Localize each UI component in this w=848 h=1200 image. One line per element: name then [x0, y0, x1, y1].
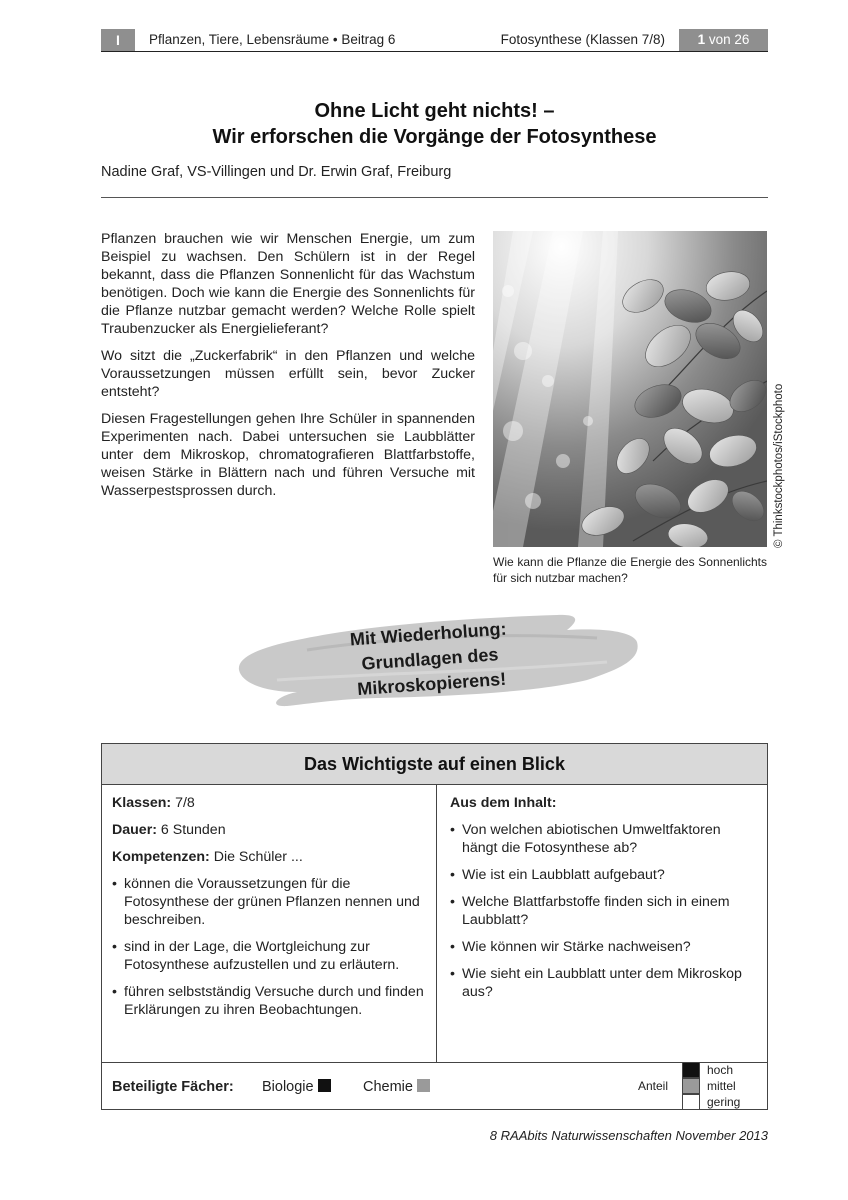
subjects-label: Beteiligte Fächer: [112, 1079, 234, 1095]
page-footer: 8 RAAbits Naturwissenschaften November 2013 [489, 1128, 768, 1143]
legend-swatch-high [682, 1062, 700, 1078]
divider [101, 197, 768, 198]
legend-row-high [682, 1062, 768, 1078]
list-item: • Von welchen abiotischen Umweltfaktoren hängt die Fotosynthese ab? [450, 821, 757, 857]
share-label: Anteil [638, 1079, 669, 1093]
dauer-value: 6 Stunden [156, 822, 226, 838]
list-item: • Wie ist ein Laubblatt aufgebaut? [450, 866, 757, 884]
overview-right-column [437, 785, 767, 1062]
authors: Nadine Graf, VS-Villingen und Dr. Erwin Graf, Freiburg [101, 164, 452, 180]
overview-content [102, 785, 767, 1062]
intro-text [101, 230, 475, 509]
page-indicator [679, 29, 768, 51]
title-line-2: Wir erforschen die Vorgänge der Fotosynthese [212, 126, 657, 148]
list-item: • führen selbstständig Versuche durch und finden Erklärungen zu ihren Beobachtungen. [112, 983, 426, 1019]
klassen-line [112, 794, 426, 812]
photo-credit: © Thinkstockphotos/iStockphoto [773, 383, 785, 548]
subject-chemistry-label: Chemie [363, 1079, 413, 1095]
intro-paragraph-1: Pflanzen brauchen wie wir Menschen Energie, um zum Beispiel zu wachsen. Den Schülern ist in der Regel bekannt, dass die Pflanzen Sonnenlicht für das Wachstum benötigen. Doch wie kann die Energie des Sonnenlichts für die Pflanze nutzbar gemacht werden? Welche Rolle spielt Traubenzucker als Energielieferant? [101, 231, 475, 337]
intro-paragraph-2: Wo sitzt die „Zuckerfabrik“ in den Pflanzen und welche Voraussetzungen müssen erfüllt sein, bevor Zucker entsteht? [101, 348, 475, 400]
legend-label-high: hoch [707, 1063, 734, 1077]
legend-label-low: gering [707, 1095, 741, 1109]
banner-text [318, 614, 543, 704]
kompetenzen-value: Die Schüler ... [209, 849, 303, 865]
subjects-row [102, 1062, 767, 1111]
page-title [101, 98, 768, 150]
klassen-label: Klassen: [112, 795, 172, 811]
share-medium-swatch [417, 1079, 430, 1092]
kompetenzen-label: Kompetenzen: [112, 849, 210, 865]
subject-biology-label: Biologie [262, 1079, 314, 1095]
legend-row-medium [682, 1078, 768, 1094]
inhalt-label: Aus dem Inhalt: [450, 795, 557, 811]
page-total: von 26 [705, 32, 750, 47]
share-high-swatch [318, 1079, 331, 1092]
series-label: Pflanzen, Tiere, Lebensräume • Beitrag 6 [149, 32, 396, 47]
overview-box [101, 743, 768, 1110]
legend-swatch-low [682, 1094, 700, 1110]
list-item: • sind in der Lage, die Wortgleichung zur Fotosynthese aufzustellen und zu erläutern. [112, 938, 426, 974]
list-item: • Wie können wir Stärke nachweisen? [450, 938, 757, 956]
list-item: • können die Voraussetzungen für die Fotosynthese der grünen Pflanzen nennen und beschreiben. [112, 875, 426, 929]
overview-left-column [102, 785, 437, 1062]
dauer-label: Dauer: [112, 822, 157, 838]
overview-heading: Das Wichtigste auf einen Blick [102, 744, 767, 785]
running-header [101, 29, 768, 52]
kompetenzen-list [112, 875, 426, 1019]
subject-biology [262, 1079, 331, 1095]
inhalt-list [450, 821, 757, 1001]
legend-swatch-medium [682, 1078, 700, 1094]
kompetenzen-line [112, 848, 426, 866]
banner-line-2: Grundlagen des [360, 644, 500, 674]
title-line-1: Ohne Licht geht nichts! – [314, 100, 555, 122]
list-item: • Wie sieht ein Laubblatt unter dem Mikroskop aus? [450, 965, 757, 1001]
banner-line-1: Mit Wiederholung: [349, 618, 508, 650]
topic-label: Fotosynthese (Klassen 7/8) [500, 32, 665, 47]
legend-label-medium: mittel [707, 1079, 736, 1093]
subject-chemistry [363, 1079, 430, 1095]
inhalt-line [450, 794, 757, 812]
banner-line-3: Mikroskopierens! [356, 668, 507, 700]
klassen-value: 7/8 [171, 795, 195, 811]
legend-row-low [682, 1094, 768, 1110]
share-legend [682, 1062, 768, 1112]
intro-paragraph-3: Diesen Fragestellungen gehen Ihre Schüler in spannenden Experimenten nach. Dabei untersuchen sie Laubblätter unter dem Mikroskop, chromatografieren Blattfarbstoffe, weisen Stärke in Blättern nach und führen Versuche mit Wasserpestsprossen durch. [101, 411, 475, 499]
page-number: 1 [697, 32, 706, 47]
list-item: • Welche Blattfarbstoffe finden sich in einem Laubblatt? [450, 893, 757, 929]
section-tag: I [101, 29, 135, 51]
dauer-line [112, 821, 426, 839]
photo-caption: Wie kann die Pflanze die Energie des Sonnenlichts für sich nutzbar machen? [493, 555, 767, 585]
leaves-photo [493, 231, 767, 547]
